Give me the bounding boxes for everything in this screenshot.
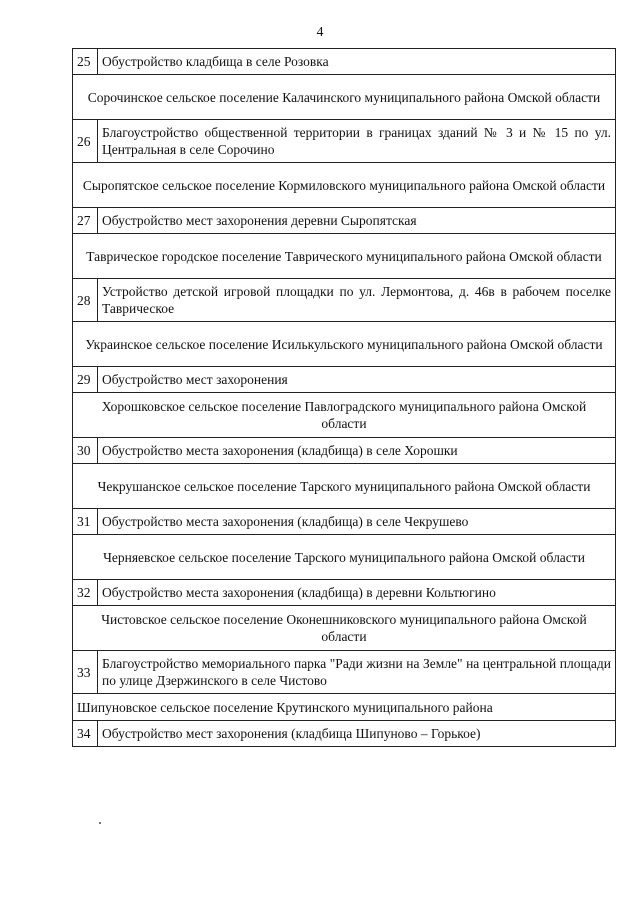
table-row (73, 49, 616, 75)
section-header-row (73, 606, 616, 651)
row-number: 30 (73, 438, 98, 464)
section-header-row (73, 535, 616, 580)
section-title: Чекрушанское сельское поселение Тарского муниципального района Омской области (73, 464, 616, 509)
section-title: Сыропятское сельское поселение Кормиловского муниципального района Омской области (73, 163, 616, 208)
row-description: Благоустройство мемориального парка "Ради жизни на Земле" на центральной площади по улице Дзержинского в селе Чистово (98, 651, 616, 694)
row-number: 33 (73, 651, 98, 694)
section-header-row (73, 393, 616, 438)
table-row (73, 279, 616, 322)
section-title: Сорочинское сельское поселение Калачинского муниципального района Омской области (73, 75, 616, 120)
row-description: Обустройство места захоронения (кладбища) в селе Хорошки (98, 438, 616, 464)
row-number: 31 (73, 509, 98, 535)
row-description: Обустройство кладбища в селе Розовка (98, 49, 616, 75)
row-number: 28 (73, 279, 98, 322)
section-header-row (73, 75, 616, 120)
objects-table (72, 48, 616, 747)
table-row (73, 367, 616, 393)
table-row (73, 208, 616, 234)
section-title: Таврическое городское поселение Таврического муниципального района Омской области (73, 234, 616, 279)
row-description: Благоустройство общественной территории в границах зданий № 3 и № 15 по ул. Центральная в селе Сорочино (98, 120, 616, 163)
row-description: Обустройство мест захоронения деревни Сыропятская (98, 208, 616, 234)
section-header-row (73, 234, 616, 279)
section-header-row (73, 322, 616, 367)
section-header-row (73, 694, 616, 721)
row-number: 26 (73, 120, 98, 163)
row-description: Устройство детской игровой площадки по ул. Лермонтова, д. 46в в рабочем поселке Таврическое (98, 279, 616, 322)
row-number: 32 (73, 580, 98, 606)
section-header-row (73, 464, 616, 509)
row-description: Обустройство мест захоронения (98, 367, 616, 393)
section-header-row (73, 163, 616, 208)
table-row (73, 438, 616, 464)
section-title: Украинское сельское поселение Исилькульского муниципального района Омской области (73, 322, 616, 367)
row-number: 25 (73, 49, 98, 75)
table-row (73, 721, 616, 747)
section-title: Чистовское сельское поселение Оконешниковского муниципального района Омской области (73, 606, 616, 651)
row-description: Обустройство места захоронения (кладбища) в селе Чекрушево (98, 509, 616, 535)
row-number: 29 (73, 367, 98, 393)
table-row (73, 120, 616, 163)
table-row (73, 509, 616, 535)
scan-speck (99, 822, 101, 824)
row-description: Обустройство мест захоронения (кладбища Шипуново – Горькое) (98, 721, 616, 747)
table-row (73, 580, 616, 606)
section-title: Шипуновское сельское поселение Крутинского муниципального района (73, 694, 616, 721)
section-title: Черняевское сельское поселение Тарского муниципального района Омской области (73, 535, 616, 580)
table-row (73, 651, 616, 694)
section-title: Хорошковское сельское поселение Павлоградского муниципального района Омской области (73, 393, 616, 438)
row-description: Обустройство места захоронения (кладбища) в деревни Кольтюгино (98, 580, 616, 606)
page-number: 4 (316, 25, 324, 40)
row-number: 27 (73, 208, 98, 234)
row-number: 34 (73, 721, 98, 747)
